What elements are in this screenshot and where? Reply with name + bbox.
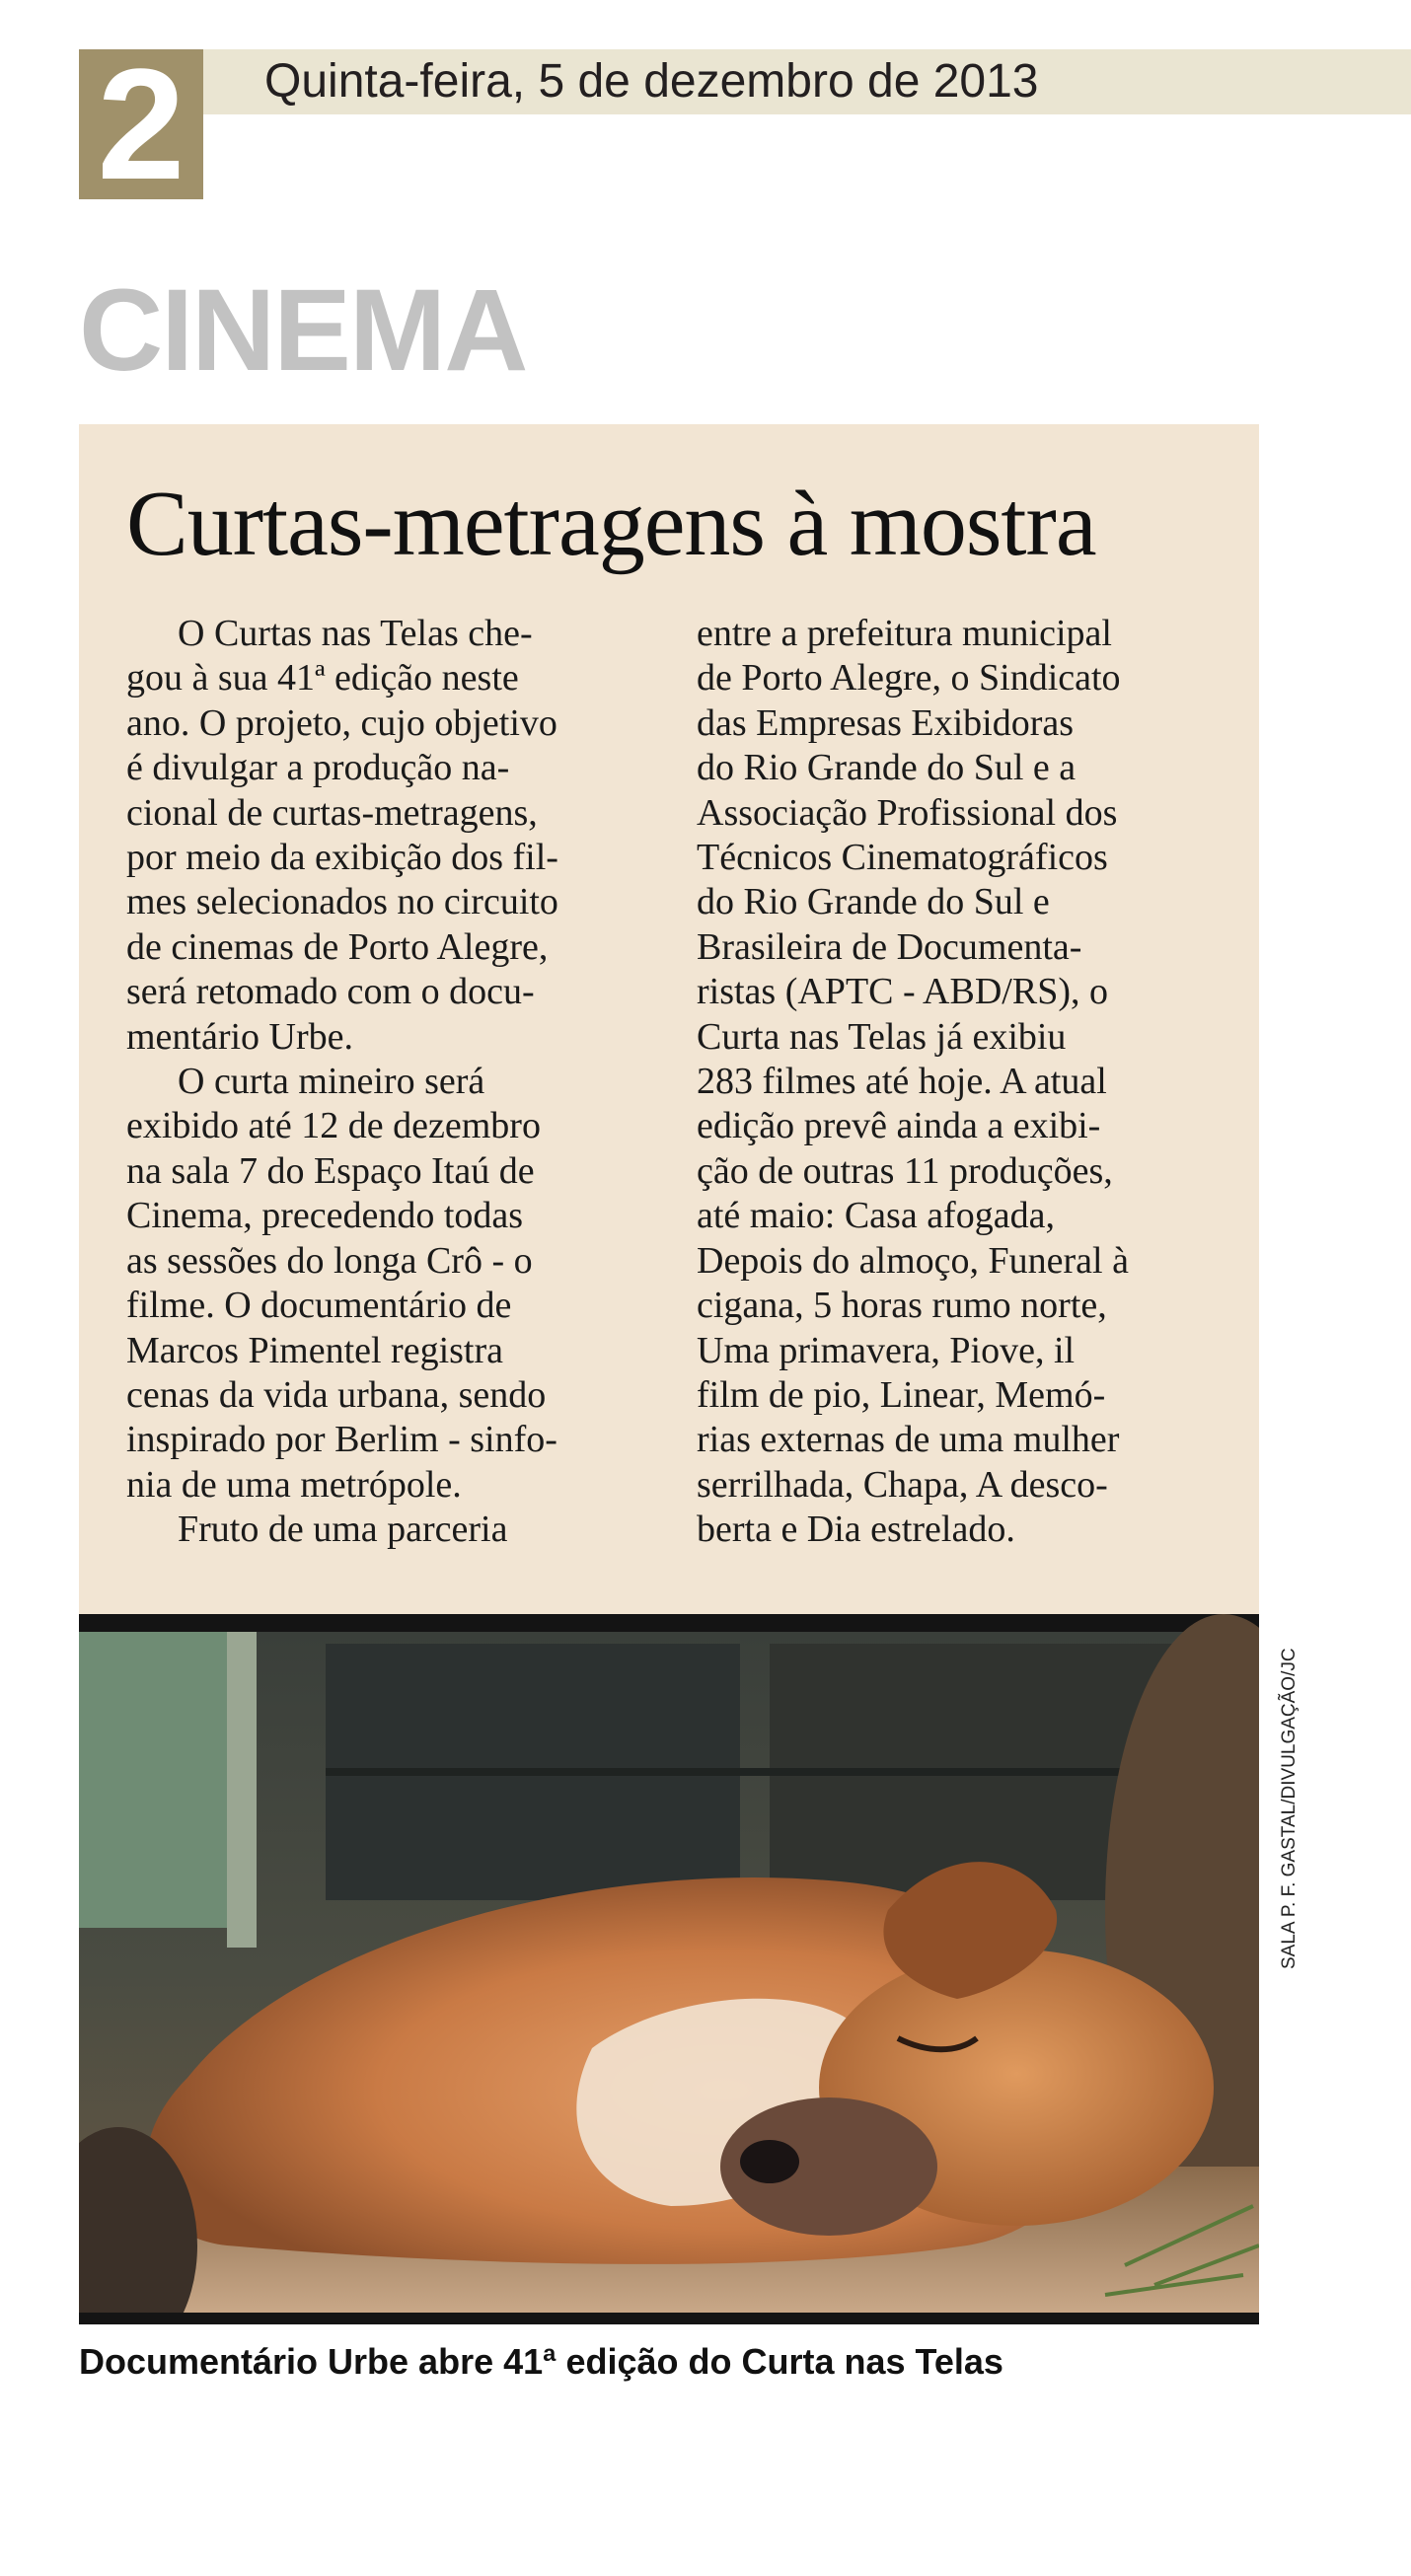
text-line: Marcos Pimentel registra [126,1329,504,1371]
text-line: até maio: Casa afogada, [697,1195,1055,1237]
text-line: cigana, 5 horas rumo norte, [697,1285,1107,1327]
text-line: as sessões do longa Crô - o [126,1239,533,1282]
text-line: das Empresas Exibidoras [697,701,1075,744]
text-line: Curta nas Telas já exibiu [697,1015,1067,1058]
page-number-box [79,36,203,212]
date-bar [203,49,1411,114]
text-line: Fruto de uma parceria [178,1509,508,1551]
text-line: exibido até 12 de dezembro [126,1105,541,1147]
text-line: do Rio Grande do Sul e [697,881,1050,923]
text-line: 283 filmes até hoje. A atual [697,1061,1107,1103]
text-line: Brasileira de Documenta- [697,925,1082,968]
text-line: Cinema, precedendo todas [126,1195,524,1237]
text-line: por meio da exibição dos fil- [126,837,558,879]
text-line: film de pio, Linear, Memó- [697,1373,1106,1416]
text-line: cenas da vida urbana, sendo [126,1373,547,1416]
photo-caption: Documentário Urbe abre 41ª edição do Curta nas Telas [79,2341,1003,2382]
text-line: ristas (APTC - ABD/RS), o [697,971,1108,1013]
text-line: Uma primavera, Piove, il [697,1329,1076,1371]
article-photo [79,1614,1259,2324]
issue-date: Quinta-feira, 5 de dezembro de 2013 [264,55,1039,108]
text-line: mes selecionados no circuito [126,881,558,923]
section-title: CINEMA [79,265,527,396]
text-line: inspirado por Berlim - sinfo- [126,1419,557,1461]
text-line: nia de uma metrópole. [126,1463,462,1506]
article-headline: Curtas-metragens à mostra [126,473,1096,575]
article-box [79,424,1259,1614]
text-line: na sala 7 do Espaço Itaú de [126,1149,535,1192]
text-line: rias externas de uma mulher [697,1419,1120,1461]
text-line: cional de curtas-metragens, [126,791,538,834]
page-number: 2 [97,36,186,212]
text-line: edição prevê ainda a exibi- [697,1105,1101,1147]
text-line: berta e Dia estrelado. [697,1509,1015,1551]
text-line: Depois do almoço, Funeral à [697,1239,1129,1282]
sleeping-dog-image [79,1614,1259,2324]
photo-credit [1275,1614,1304,1969]
text-line: é divulgar a produção na- [126,747,510,789]
text-line: do Rio Grande do Sul e a [697,747,1077,789]
text-line: serrilhada, Chapa, A desco- [697,1463,1108,1506]
text-line: Técnicos Cinematográficos [697,837,1108,879]
text-line: O Curtas nas Telas che- [178,613,533,654]
photo-credit-text: SALA P. F. GASTAL/DIVULGAÇÃO/JC [1279,1648,1300,1969]
text-line: será retomado com o docu- [126,971,535,1013]
text-line: O curta mineiro será [178,1061,485,1103]
text-line: ção de outras 11 produções, [697,1149,1113,1192]
text-line: de cinemas de Porto Alegre, [126,925,549,968]
text-line: mentário Urbe. [126,1015,354,1058]
article-column-right [697,612,1241,1553]
article-column-left [126,612,671,1553]
text-line: gou à sua 41ª edição neste [126,657,519,699]
text-line: ano. O projeto, cujo objetivo [126,701,557,744]
text-line: Associação Profissional dos [697,791,1118,834]
text-line: entre a prefeitura municipal [697,613,1112,654]
text-line: filme. O documentário de [126,1285,512,1327]
text-line: de Porto Alegre, o Sindicato [697,657,1121,699]
